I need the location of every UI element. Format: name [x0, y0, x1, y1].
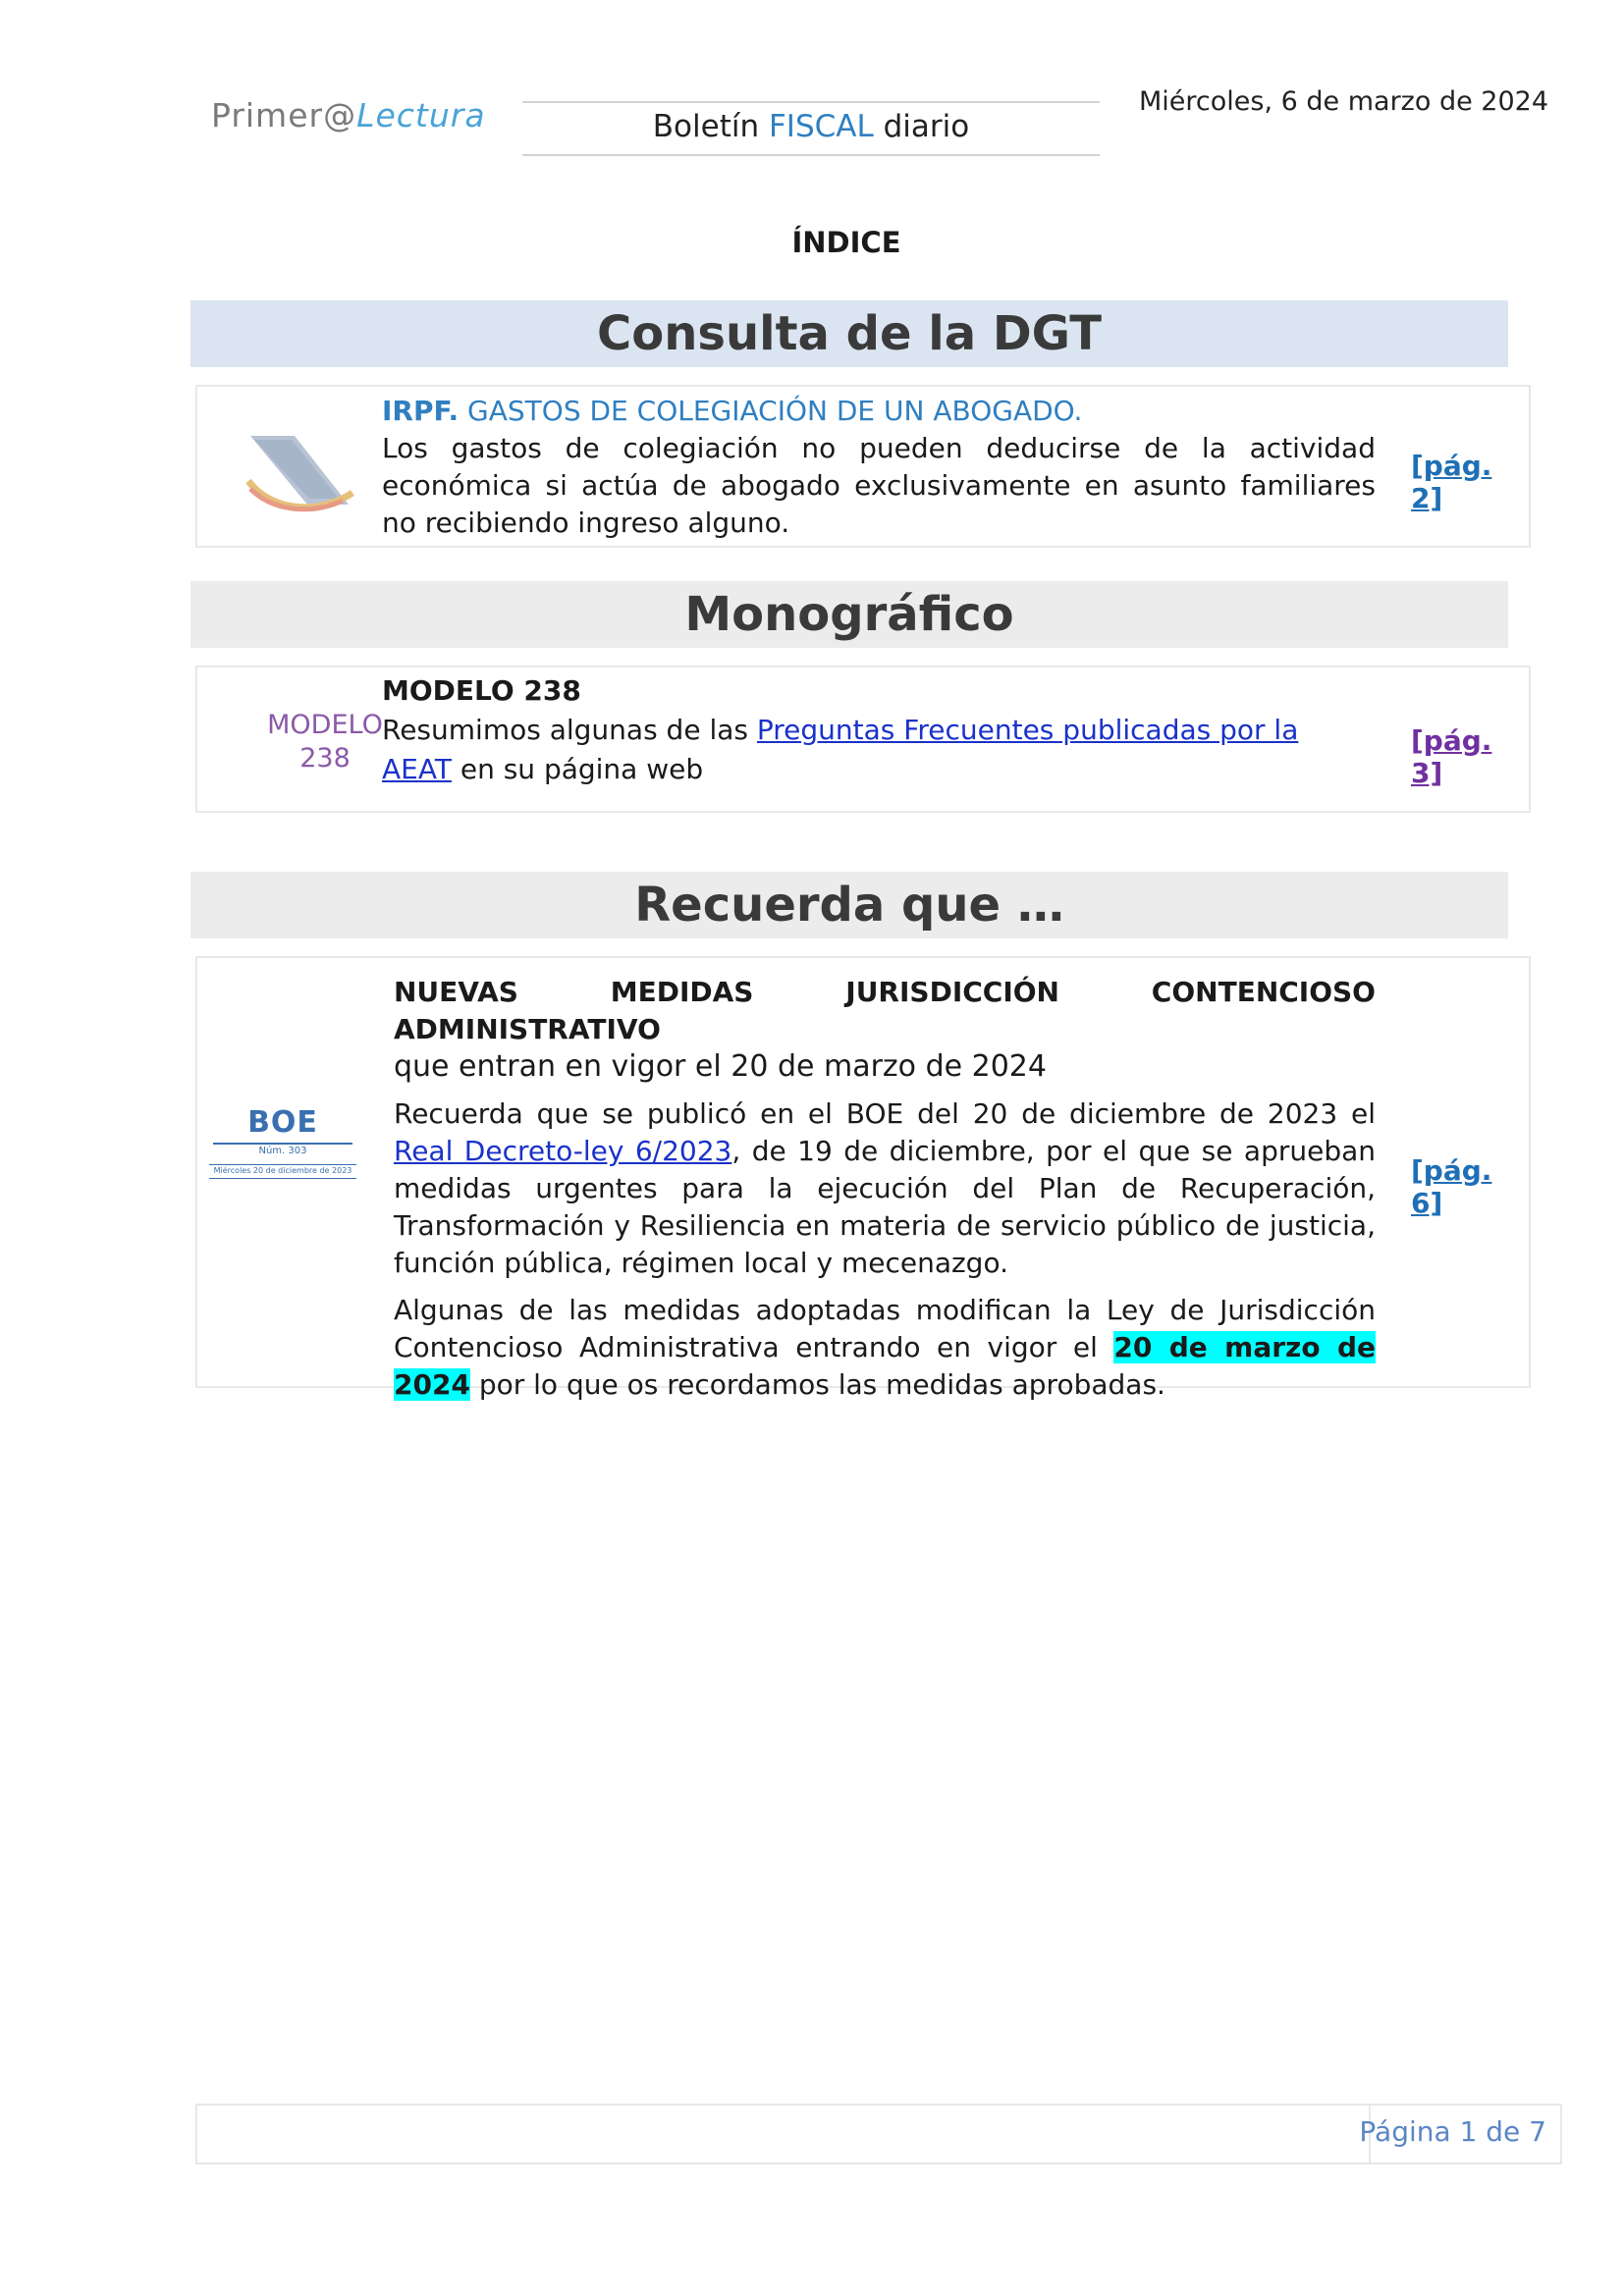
recuerda-p1-b: , de 19 de diciembre, por el que se aprueban medidas urgentes para la ejecución del Plan de Recuperación, Transformación y Resiliencia en materia de servicio público de justicia, función pública, régimen local y mecenazgo.: [394, 1135, 1377, 1279]
bulletin-title-c: diario: [873, 109, 970, 144]
footer: [195, 2104, 1562, 2164]
dgt-entry-title[interactable]: [382, 393, 1376, 430]
dgt-entry-prefix: IRPF.: [382, 395, 460, 427]
dgt-entry-text: Los gastos de colegiación no pueden deducirse de la actividad económica si actúa de abogado exclusivamente en asunto familiares no recibiendo ingreso alguno.: [382, 432, 1376, 539]
mono-text-a: Resumimos algunas de las: [382, 714, 757, 746]
recuerda-entry-content: [394, 974, 1376, 1404]
boe-logo: [209, 1107, 356, 1194]
recuerda-p2-a: Algunas de las medidas adoptadas modifican la Ley de Jurisdicción Contencioso Administrativa entrando en vigor el: [394, 1294, 1376, 1363]
issue-date-weekday: Miércoles: [1139, 86, 1265, 117]
section-mono-title: Monográfico: [190, 581, 1508, 648]
modelo-logo-line2: 238: [299, 743, 351, 774]
issue-date: [1139, 86, 1548, 117]
section-dgt-title: Consulta de la DGT: [190, 300, 1508, 367]
mono-entry-title: MODELO 238: [382, 674, 581, 707]
highlighted-date: 20 de marzo de 2024: [394, 1331, 1377, 1401]
recuerda-entry: [195, 956, 1531, 1401]
page-number: Página 1 de 7: [1359, 2115, 1546, 2148]
brand-logo: [211, 96, 486, 134]
brand-right: Lectura: [356, 96, 486, 134]
boe-logo-date: Miércoles 20 de diciembre de 2023: [213, 1166, 352, 1175]
mono-entry: [195, 666, 1531, 813]
faq-aeat-link[interactable]: Preguntas Frecuentes publicadas por la AEAT: [382, 714, 1299, 785]
bulletin-title-b: FISCAL: [768, 109, 874, 144]
real-decreto-link[interactable]: Real Decreto-ley 6/2023: [394, 1135, 732, 1167]
boe-logo-text: BOE: [247, 1105, 318, 1140]
recuerda-title-a: NUEVAS MEDIDAS JURISDICCIÓN CONTENCIOSO ADMINISTRATIVO: [394, 976, 1376, 1045]
bulletin-title-a: Boletín: [652, 109, 769, 144]
modelo-logo-line1: MODELO: [267, 710, 383, 740]
recuerda-paragraph-2: [394, 1292, 1376, 1404]
dgt-entry-title-text: GASTOS DE COLEGIACIÓN DE UN ABOGADO.: [459, 395, 1083, 427]
dgt-page-link[interactable]: [pág. 2]: [1411, 450, 1492, 514]
mono-entry-text: [382, 711, 1376, 789]
index-heading: ÍNDICE: [791, 226, 901, 259]
dgt-entry-content: [382, 393, 1376, 542]
mono-entry-content: [382, 671, 1376, 789]
bulletin-title-box: [522, 101, 1100, 156]
recuerda-p2-b: por lo que os recordamos las medidas aprobadas.: [469, 1368, 1165, 1401]
mono-text-b: en su página web: [451, 753, 704, 785]
brand-left: Primer@: [211, 96, 357, 134]
bulletin-title: [522, 109, 1100, 144]
recuerda-title-b: que entran en vigor el 20 de marzo de 2024: [394, 1049, 1047, 1084]
recuerda-page-link[interactable]: [pág. 6]: [1411, 1154, 1492, 1219]
recuerda-p1-a: Recuerda que se publicó en el BOE del 20 de diciembre de 2023 el: [394, 1097, 1376, 1130]
boe-logo-number: Núm. 303: [258, 1146, 307, 1156]
section-recuerda-title: Recuerda que …: [190, 872, 1508, 938]
recuerda-paragraph-1: [394, 1095, 1376, 1282]
mono-page-link[interactable]: [pág. 3]: [1411, 724, 1492, 789]
aeat-logo-icon: [241, 416, 358, 518]
issue-date-rest: , 6 de marzo de 2024: [1264, 86, 1548, 117]
dgt-entry: [195, 385, 1531, 548]
